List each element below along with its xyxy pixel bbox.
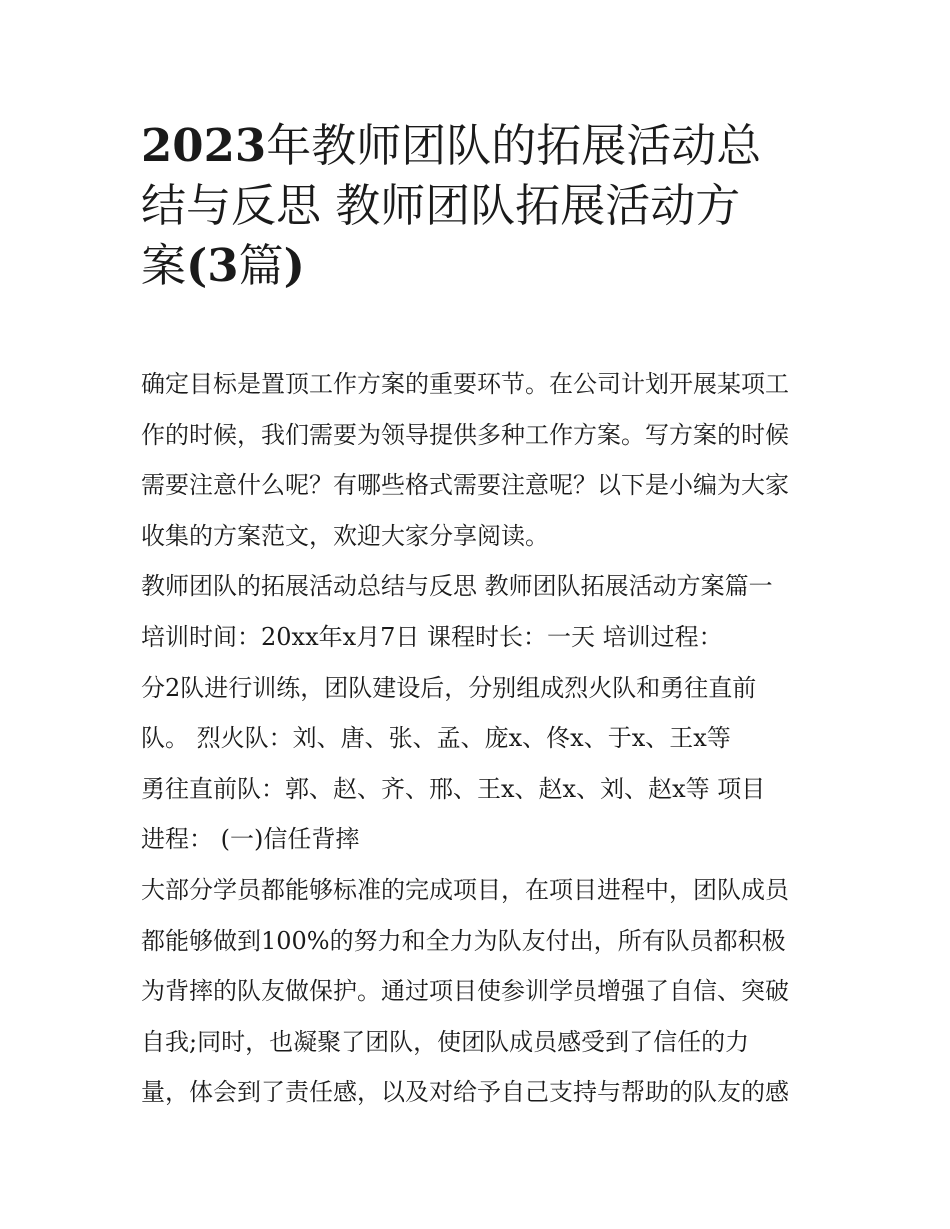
body-line: 自我;同时，也凝聚了团队，使团队成员感受到了信任的力 bbox=[141, 1027, 750, 1056]
body-line: 作的时候，我们需要为领导提供多种工作方案。写方案的时候 bbox=[141, 420, 789, 449]
title-line: 结与反思 教师团队拓展活动方 bbox=[141, 179, 741, 232]
body-line: 勇往直前队：郭、赵、齐、邢、王x、赵x、刘、赵x等 项目 bbox=[141, 774, 766, 803]
document-title bbox=[141, 116, 811, 296]
body-line: 分2队进行训练，团队建设后，分别组成烈火队和勇往直前 bbox=[141, 673, 757, 702]
body-line: 收集的方案范文，欢迎大家分享阅读。 bbox=[141, 521, 549, 550]
body-line: 需要注意什么呢？有哪些格式需要注意呢？以下是小编为大家 bbox=[141, 471, 789, 500]
body-line: 都能够做到100%的努力和全力为队友付出，所有队员都积极 bbox=[141, 926, 786, 955]
title-line: 2023年教师团队的拓展活动总 bbox=[141, 119, 762, 172]
body-line: 确定目标是置顶工作方案的重要环节。在公司计划开展某项工 bbox=[141, 370, 789, 398]
body-line: 队。 烈火队：刘、唐、张、孟、庞x、佟x、于x、王x等 bbox=[141, 724, 731, 753]
body-line: 进程： (一)信任背摔 bbox=[141, 825, 360, 854]
title-line: 案(3篇) bbox=[141, 239, 305, 292]
body-line: 为背摔的队友做保护。通过项目使参训学员增强了自信、突破 bbox=[141, 977, 789, 1006]
body-line: 大部分学员都能够标准的完成项目，在项目进程中，团队成员 bbox=[141, 875, 789, 904]
document-body bbox=[141, 359, 821, 1118]
body-line: 培训时间：20xx年x月7日 课程时长：一天 培训过程： bbox=[141, 622, 723, 651]
body-line: 量，体会到了责任感，以及对给予自己支持与帮助的队友的感 bbox=[141, 1078, 789, 1107]
body-line: 教师团队的拓展活动总结与反思 教师团队拓展活动方案篇一 bbox=[141, 572, 773, 601]
